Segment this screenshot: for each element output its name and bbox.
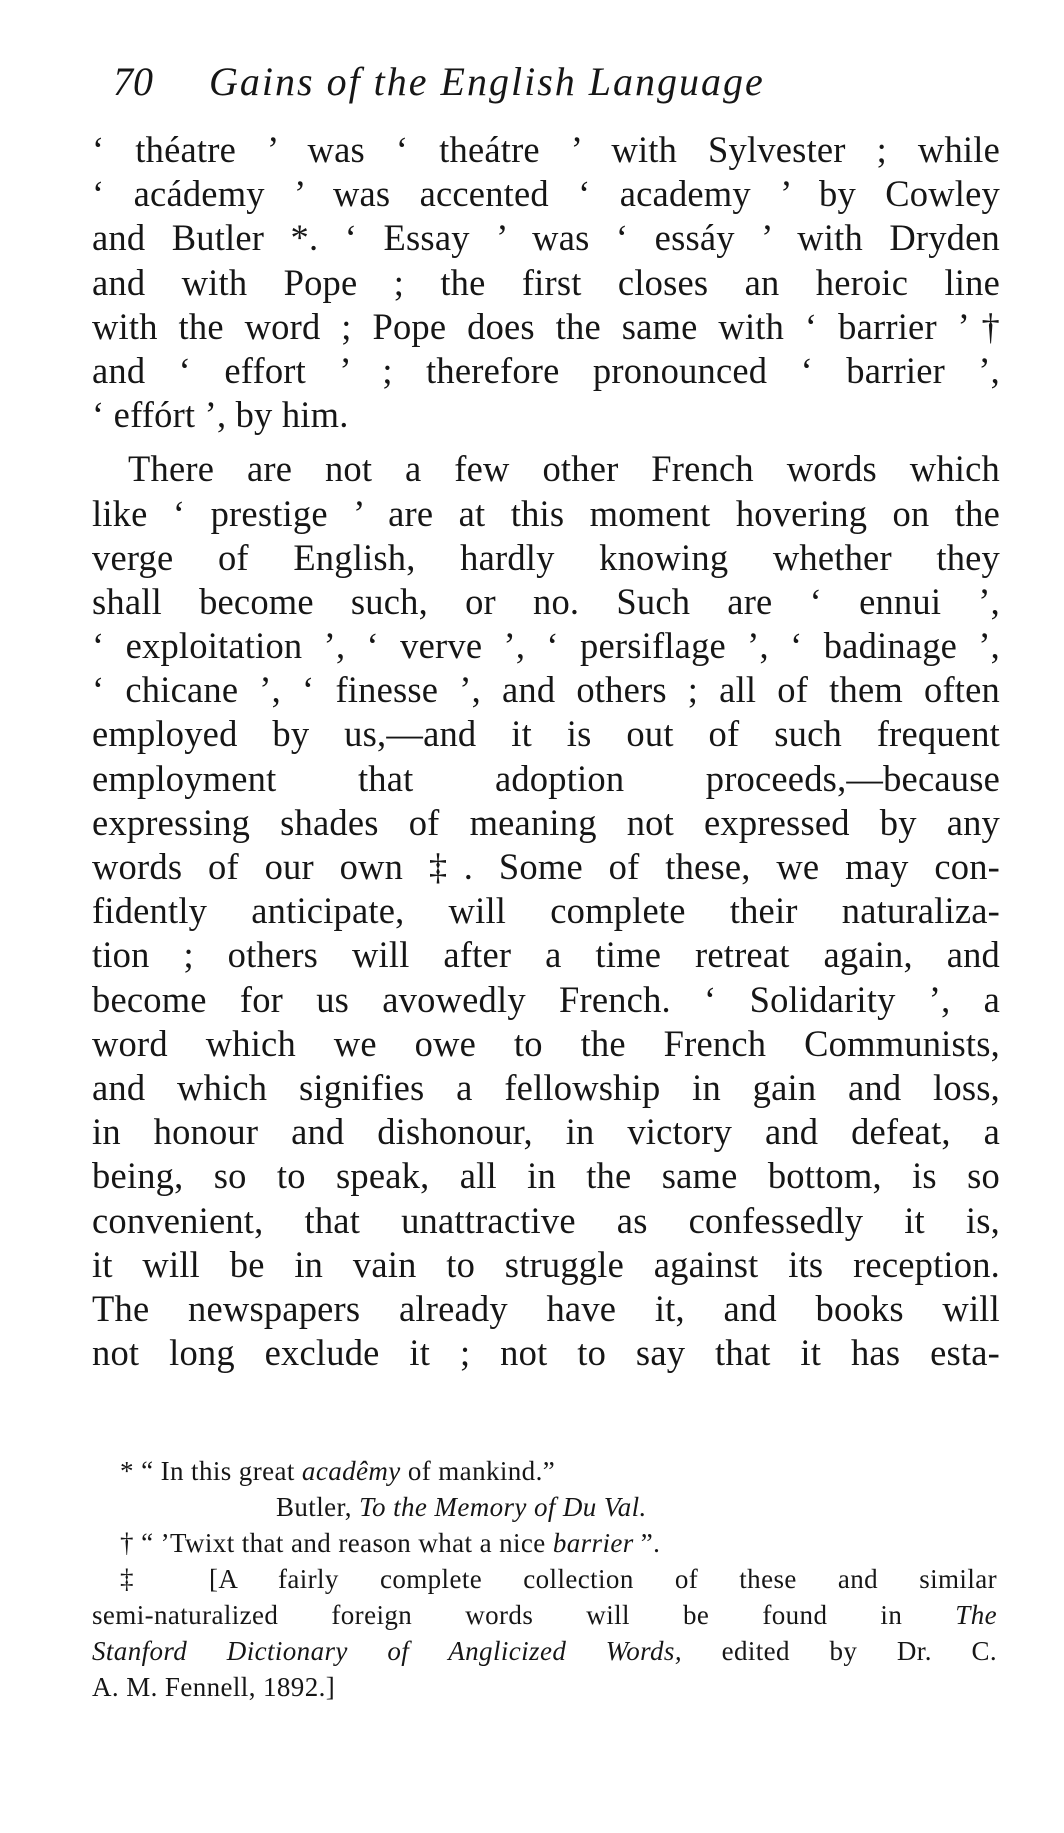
text-line: There are not a few other French words which: [128, 448, 1000, 490]
footnote-text: Butler,: [276, 1492, 360, 1522]
paragraph: [92, 128, 1000, 437]
text-line: ‘ théatre ’ was ‘ theátre ’ with Sylvester ; while: [92, 129, 1000, 170]
text-line: being, so to speak, all in the same bottom, is so: [92, 1155, 1000, 1197]
text-line: it will be in vain to struggle against its reception.: [92, 1243, 1000, 1285]
footnote-italic: Stanford Dictionary of Anglicized Words,: [92, 1636, 682, 1666]
text-line: tion ; others will after a time retreat again, and: [92, 934, 1000, 976]
footnote-text: semi-naturalized foreign words will be found in: [92, 1600, 956, 1630]
footnote-text: edited by Dr. C.: [681, 1636, 997, 1666]
footnote-mark: ‡: [120, 1564, 168, 1594]
text-line: verge of English, hardly knowing whether they: [92, 536, 1000, 578]
footnote-dagger: [92, 1525, 997, 1561]
text-line: employment that adoption proceeds,—because: [92, 757, 1000, 799]
footnote-italic: acadêmy: [301, 1456, 401, 1486]
text-line: and Butler *. ‘ Essay ’ was ‘ essáy ’ with Dryden: [92, 217, 1000, 259]
footnote-line: [92, 1633, 997, 1669]
text-line: and with Pope ; the first closes an heroic line: [92, 261, 1000, 303]
text-line: employed by us,—and it is out of such frequent: [92, 713, 1000, 755]
paragraph-gap: [92, 437, 1000, 447]
footnote-text: “ ’Twixt that and reason what a nice: [141, 1528, 553, 1558]
text-line: become for us avowedly French. ‘ Solidarity ’, a: [92, 978, 1000, 1020]
text-line: convenient, that unattractive as confessedly it is,: [92, 1199, 1000, 1241]
text-line: expressing shades of meaning not expressed by any: [92, 801, 1000, 843]
footnote-text: [A fairly complete collection of these and similar: [209, 1564, 997, 1594]
footnote-italic: To the Memory of Du Val.: [359, 1492, 647, 1522]
footnote-italic: The: [955, 1600, 997, 1630]
footnote-mark: *: [120, 1456, 134, 1486]
text-line: and ‘ effort ’ ; therefore pronounced ‘ barrier ’,: [92, 349, 1000, 391]
running-title: Gains of the English Language: [209, 59, 765, 104]
text-line: not long exclude it ; not to say that it has esta-: [92, 1332, 1000, 1374]
text-line: in honour and dishonour, in victory and defeat, a: [92, 1111, 1000, 1153]
footnotes: [92, 1453, 997, 1705]
footnote-ddagger: [92, 1561, 997, 1597]
text-line: ‘ effórt ’, by him.: [92, 394, 349, 436]
footnote-star: [92, 1453, 997, 1489]
text-line: fidently anticipate, will complete their naturaliza-: [92, 890, 1000, 932]
text-line: ‘ chicane ’, ‘ finesse ’, and others ; all of them often: [92, 669, 1000, 711]
text-line: with the word ; Pope does the same with ‘ barrier ’†: [92, 305, 1000, 347]
footnote-text: ”.: [633, 1528, 661, 1558]
text-line: and which signifies a fellowship in gain and loss,: [92, 1066, 1000, 1108]
footnote-text: of mankind.”: [400, 1456, 556, 1486]
text-line: shall become such, or no. Such are ‘ ennui ’,: [92, 580, 1000, 622]
text-line: ‘ exploitation ’, ‘ verve ’, ‘ persiflage ’, ‘ badinage ’,: [92, 625, 1000, 667]
page-number: 70: [113, 59, 153, 104]
text-line: word which we owe to the French Communists,: [92, 1022, 1000, 1064]
text-line: ‘ acádemy ’ was accented ‘ academy ’ by Cowley: [92, 173, 1000, 215]
text-line: words of our own ‡. Some of these, we may con-: [92, 846, 1000, 887]
text-line: like ‘ prestige ’ are at this moment hovering on the: [92, 492, 1000, 534]
running-header: [113, 52, 873, 112]
footnote-line: A. M. Fennell, 1892.]: [92, 1672, 336, 1702]
footnote-mark: †: [120, 1528, 134, 1558]
main-text: [92, 128, 1000, 1375]
footnote-italic: barrier: [552, 1528, 634, 1558]
text-line: The newspapers already have it, and books will: [92, 1287, 1000, 1329]
footnote-text: “ In this great: [141, 1456, 302, 1486]
paragraph: [92, 447, 1000, 1375]
footnote-attribution: [92, 1489, 997, 1525]
footnote-line: [92, 1597, 997, 1633]
